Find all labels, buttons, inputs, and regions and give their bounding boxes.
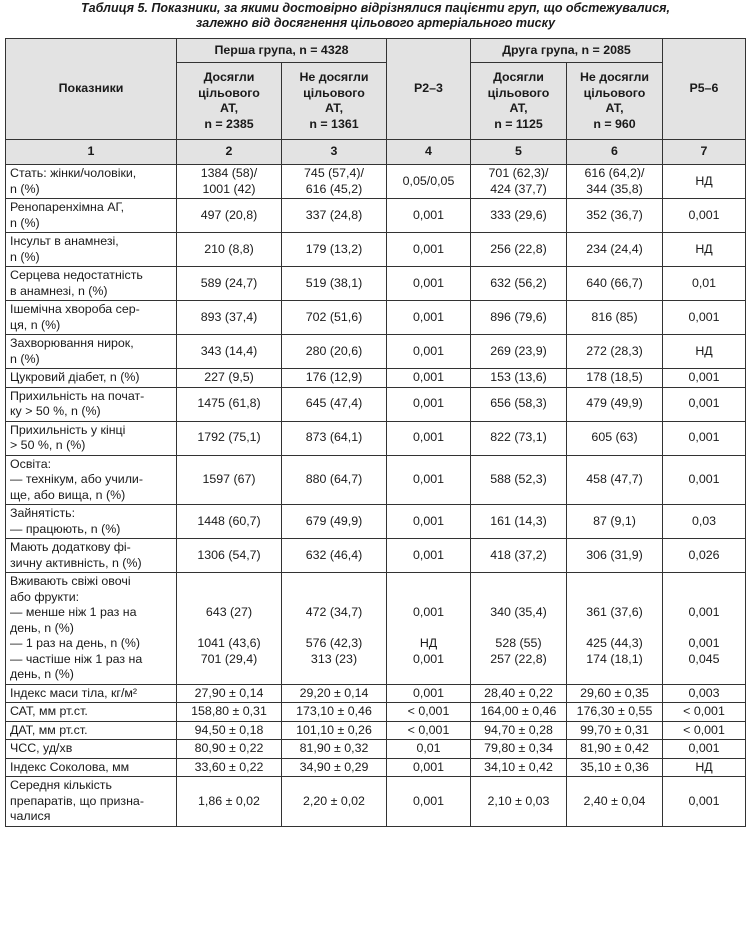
cell-c7: 0,001 [663,455,746,505]
colnum-4: 4 [387,140,471,165]
cell-c5: 269 (23,9) [471,335,567,369]
row-label: Вживають свіжі овочі або фрукти: — менше ніж 1 раз на день, n (%) — 1 раз на день, n (%) — частіше ніж 1 раз на день, n (%) [6,573,177,685]
table-row [6,505,746,539]
cell-c4: 0,001 НД 0,001 [387,573,471,685]
cell-c3: 101,10 ± 0,26 [282,721,387,740]
table-body-lower [6,684,746,826]
cell-c2: 1448 (60,7) [177,505,282,539]
header-g2-reached: Досягли цільового АТ, n = 1125 [471,63,567,140]
table-row [6,199,746,233]
cell-c2: 94,50 ± 0,18 [177,721,282,740]
cell-c4: 0,001 [387,455,471,505]
cell-c3: 176 (12,9) [282,369,387,388]
row-label: Інсульт в анамнезі, n (%) [6,233,177,267]
cell-c7: 0,001 [663,369,746,388]
cell-c7: 0,001 [663,387,746,421]
cell-c3: 179 (13,2) [282,233,387,267]
cell-c7: 0,001 [663,301,746,335]
cell-c5: 588 (52,3) [471,455,567,505]
cell-c2: 158,80 ± 0,31 [177,703,282,722]
cell-c4: 0,001 [387,387,471,421]
cell-c7: НД [663,758,746,777]
cell-c6: 87 (9,1) [567,505,663,539]
table-row [6,758,746,777]
row-label: Стать: жінки/чоловіки, n (%) [6,165,177,199]
cell-c3: 337 (24,8) [282,199,387,233]
row-label: САТ, мм рт.ст. [6,703,177,722]
cell-c5: 28,40 ± 0,22 [471,684,567,703]
cell-c3: 632 (46,4) [282,539,387,573]
header-indicator: Показники [6,39,177,140]
cell-c5: 2,10 ± 0,03 [471,777,567,827]
cell-c4: 0,01 [387,740,471,759]
row-label: Індекс маси тіла, кг/м² [6,684,177,703]
header-group1: Перша група, n = 4328 [177,39,387,63]
cell-c3: 873 (64,1) [282,421,387,455]
cell-c6: 29,60 ± 0,35 [567,684,663,703]
cell-c3: 679 (49,9) [282,505,387,539]
table-row [6,721,746,740]
cell-c4: 0,001 [387,777,471,827]
table-row [6,267,746,301]
cell-c7: < 0,001 [663,721,746,740]
cell-c6: 640 (66,7) [567,267,663,301]
cell-c6: 176,30 ± 0,55 [567,703,663,722]
cell-c4: 0,001 [387,539,471,573]
column-number-row [6,140,746,165]
cell-c6: 178 (18,5) [567,369,663,388]
cell-c5: 34,10 ± 0,42 [471,758,567,777]
cell-c3: 34,90 ± 0,29 [282,758,387,777]
row-label: ЧСС, уд/хв [6,740,177,759]
cell-c5: 333 (29,6) [471,199,567,233]
header-g1-not-reached: Не досягли цільового АТ, n = 1361 [282,63,387,140]
cell-c7: НД [663,335,746,369]
cell-c3: 702 (51,6) [282,301,387,335]
cell-c3: 472 (34,7) 576 (42,3) 313 (23) [282,573,387,685]
cell-c2: 227 (9,5) [177,369,282,388]
cell-c5: 896 (79,6) [471,301,567,335]
cell-c5: 656 (58,3) [471,387,567,421]
cell-c5: 256 (22,8) [471,233,567,267]
row-label: Прихильність на почат- ку > 50 %, n (%) [6,387,177,421]
cell-c6: 81,90 ± 0,42 [567,740,663,759]
cell-c2: 210 (8,8) [177,233,282,267]
cell-c7: НД [663,233,746,267]
cell-c6: 2,40 ± 0,04 [567,777,663,827]
cell-c6: 605 (63) [567,421,663,455]
cell-c5: 161 (14,3) [471,505,567,539]
cell-c4: 0,001 [387,684,471,703]
cell-c6: 816 (85) [567,301,663,335]
row-label: Зайнятість: — працюють, n (%) [6,505,177,539]
cell-c2: 893 (37,4) [177,301,282,335]
cell-c3: 29,20 ± 0,14 [282,684,387,703]
cell-c5: 79,80 ± 0,34 [471,740,567,759]
row-label: Ренопаренхімна АГ, n (%) [6,199,177,233]
cell-c7: < 0,001 [663,703,746,722]
cell-c2: 33,60 ± 0,22 [177,758,282,777]
colnum-7: 7 [663,140,746,165]
row-label: Цукровий діабет, n (%) [6,369,177,388]
table-row [6,539,746,573]
cell-c2: 1306 (54,7) [177,539,282,573]
cell-c5: 632 (56,2) [471,267,567,301]
cell-c3: 81,90 ± 0,32 [282,740,387,759]
cell-c6: 306 (31,9) [567,539,663,573]
cell-c7: 0,001 [663,740,746,759]
row-label: Прихильність у кінці > 50 %, n (%) [6,421,177,455]
cell-c2: 343 (14,4) [177,335,282,369]
cell-c3: 880 (64,7) [282,455,387,505]
cell-c2: 497 (20,8) [177,199,282,233]
cell-c4: 0,001 [387,369,471,388]
row-label: Середня кількість препаратів, що призна- чалися [6,777,177,827]
cell-c4: 0,001 [387,335,471,369]
table-row [6,301,746,335]
cell-c7: 0,03 [663,505,746,539]
row-label: Ішемічна хвороба сер- ця, n (%) [6,301,177,335]
cell-c5: 153 (13,6) [471,369,567,388]
cell-c3: 280 (20,6) [282,335,387,369]
cell-c6: 458 (47,7) [567,455,663,505]
cell-c4: 0,001 [387,758,471,777]
cell-c3: 2,20 ± 0,02 [282,777,387,827]
table-row [6,165,746,199]
cell-c3: 645 (47,4) [282,387,387,421]
row-label: Серцева недостатність в анамнезі, n (%) [6,267,177,301]
table-row [6,369,746,388]
cell-c3: 519 (38,1) [282,267,387,301]
cell-c3: 745 (57,4)/ 616 (45,2) [282,165,387,199]
cell-c4: < 0,001 [387,721,471,740]
cell-c5: 94,70 ± 0,28 [471,721,567,740]
cell-c6: 361 (37,6) 425 (44,3) 174 (18,1) [567,573,663,685]
table-row [6,335,746,369]
cell-c6: 272 (28,3) [567,335,663,369]
table-row [6,233,746,267]
colnum-6: 6 [567,140,663,165]
cell-c6: 234 (24,4) [567,233,663,267]
row-label: Мають додаткову фі- зичну активність, n (%) [6,539,177,573]
table-row [6,455,746,505]
cell-c5: 340 (35,4) 528 (55) 257 (22,8) [471,573,567,685]
cell-c7: 0,001 [663,421,746,455]
cell-c2: 27,90 ± 0,14 [177,684,282,703]
table-row [6,387,746,421]
cell-c4: 0,001 [387,233,471,267]
cell-c6: 99,70 ± 0,31 [567,721,663,740]
cell-c7: НД [663,165,746,199]
cell-c4: 0,001 [387,267,471,301]
cell-c6: 479 (49,9) [567,387,663,421]
cell-c4: 0,001 [387,505,471,539]
header-g1-reached: Досягли цільового АТ, n = 2385 [177,63,282,140]
table-row [6,684,746,703]
cell-c5: 701 (62,3)/ 424 (37,7) [471,165,567,199]
cell-c4: 0,001 [387,421,471,455]
cell-c6: 35,10 ± 0,36 [567,758,663,777]
table-caption [0,0,751,34]
data-table [5,38,746,827]
cell-c4: 0,05/0,05 [387,165,471,199]
header-g2-not-reached: Не досягли цільового АТ, n = 960 [567,63,663,140]
cell-c6: 616 (64,2)/ 344 (35,8) [567,165,663,199]
row-label: Індекс Соколова, мм [6,758,177,777]
cell-c2: 1,86 ± 0,02 [177,777,282,827]
caption-line-1: Таблиця 5. Показники, за якими достовірно відрізнялися пацієнти груп, що обстежувалися, [81,1,670,15]
table-row [6,777,746,827]
cell-c2: 643 (27) 1041 (43,6) 701 (29,4) [177,573,282,685]
cell-c5: 164,00 ± 0,46 [471,703,567,722]
cell-c7: 0,001 [663,199,746,233]
cell-c6: 352 (36,7) [567,199,663,233]
header-group2: Друга група, n = 2085 [471,39,663,63]
cell-c3: 173,10 ± 0,46 [282,703,387,722]
table-row [6,740,746,759]
table-row [6,421,746,455]
colnum-2: 2 [177,140,282,165]
row-label: Освіта: — технікум, або учили- ще, або вища, n (%) [6,455,177,505]
cell-c7: 0,001 0,001 0,045 [663,573,746,685]
cell-c7: 0,003 [663,684,746,703]
caption-line-2: залежно від досягнення цільового артеріального тиску [195,16,556,30]
cell-c5: 418 (37,2) [471,539,567,573]
colnum-1: 1 [6,140,177,165]
cell-c4: 0,001 [387,301,471,335]
colnum-3: 3 [282,140,387,165]
table-body [6,165,746,573]
cell-c7: 0,001 [663,777,746,827]
cell-c2: 1475 (61,8) [177,387,282,421]
cell-c5: 822 (73,1) [471,421,567,455]
table-row-vegetables [6,573,746,685]
cell-c4: 0,001 [387,199,471,233]
vegetable-row-group [6,573,746,685]
colnum-5: 5 [471,140,567,165]
cell-c7: 0,026 [663,539,746,573]
cell-c2: 1597 (67) [177,455,282,505]
row-label: ДАТ, мм рт.ст. [6,721,177,740]
cell-c2: 1792 (75,1) [177,421,282,455]
cell-c2: 1384 (58)/ 1001 (42) [177,165,282,199]
cell-c4: < 0,001 [387,703,471,722]
row-label: Захворювання нирок, n (%) [6,335,177,369]
header-p23: Р2–3 [387,39,471,140]
cell-c2: 80,90 ± 0,22 [177,740,282,759]
table-row [6,703,746,722]
cell-c7: 0,01 [663,267,746,301]
header-p56: Р5–6 [663,39,746,140]
cell-c2: 589 (24,7) [177,267,282,301]
